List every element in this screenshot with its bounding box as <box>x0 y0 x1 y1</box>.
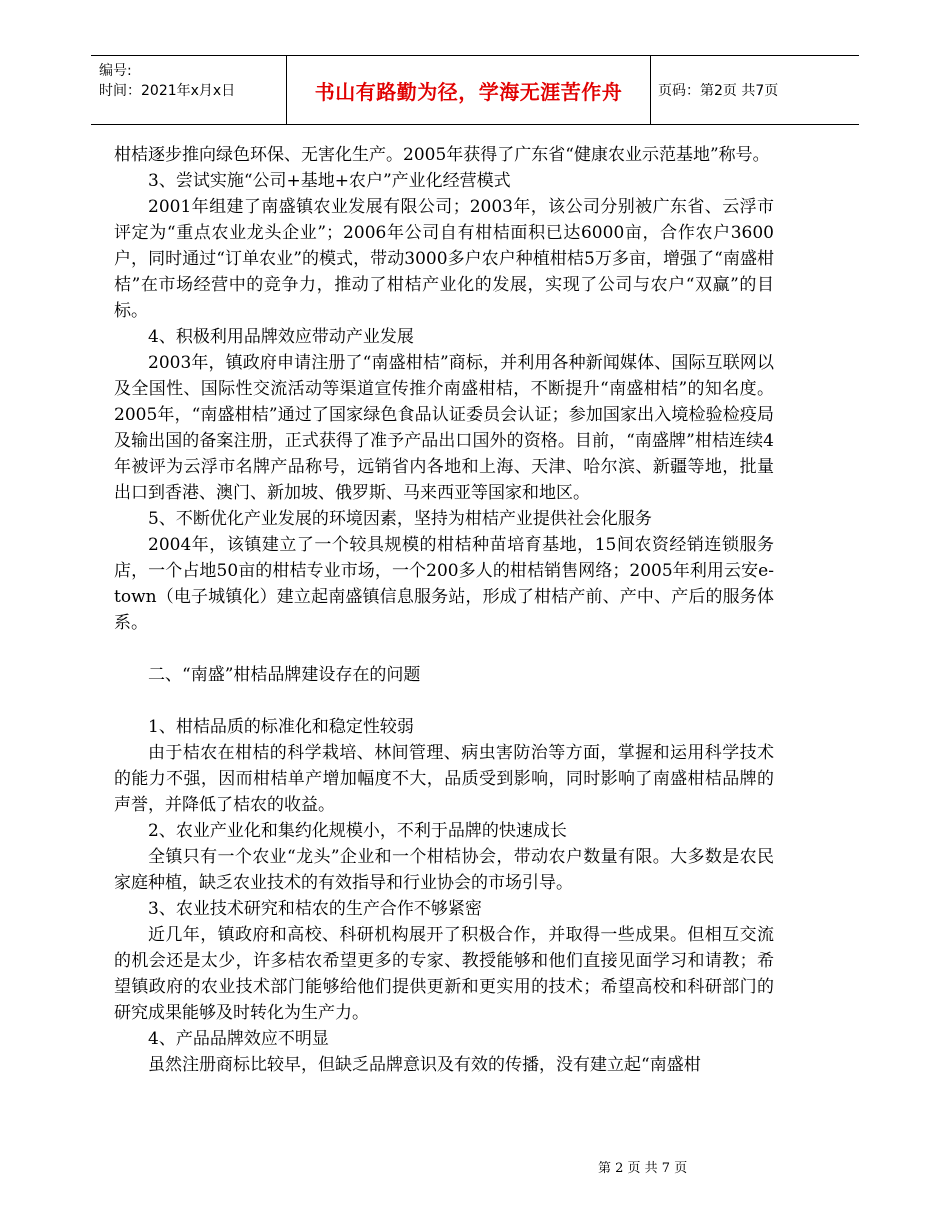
paragraph: 5、不断优化产业发展的环境因素，坚持为柑桔产业提供社会化服务 <box>148 509 652 529</box>
document-body <box>114 142 774 1078</box>
paragraph: 1、柑桔品质的标准化和稳定性较弱 <box>148 717 414 737</box>
paragraph: 由于桔农在柑桔的科学栽培、林间管理、病虫害防治等方面，掌握和运用科学技术的能力不强，因而柑桔单产增加幅度不大，品质受到影响，同时影响了南盛柑桔品牌的声誉，并降低了桔农的收益。 <box>114 743 774 815</box>
paragraph: 3、农业技术研究和桔农的生产合作不够紧密 <box>148 899 482 919</box>
page-footer: 第 2 页 共 7 页 <box>598 1161 688 1176</box>
serial-label: 编号: <box>99 63 132 79</box>
header-page-info: 页码：第2页 共7页 <box>658 83 779 99</box>
paragraph: 4、积极利用品牌效应带动产业发展 <box>148 327 414 347</box>
paragraph: 2004年，该镇建立了一个较具规模的柑桔种苗培育基地，15间农资经销连锁服务店，一个占地50亩的柑桔专业市场，一个200多人的柑桔销售网络；2005年利用云安e-town（电子城镇化）建立起南盛镇信息服务站，形成了柑桔产前、产中、产后的服务体系。 <box>114 535 774 633</box>
page-header <box>91 55 859 125</box>
paragraph: 柑桔逐步推向绿色环保、无害化生产。2005年获得了广东省“健康农业示范基地”称号。 <box>114 145 770 165</box>
paragraph: 2003年，镇政府申请注册了“南盛柑桔”商标，并利用各种新闻媒体、国际互联网以及全国性、国际性交流活动等渠道宣传推介南盛柑桔，不断提升“南盛柑桔”的知名度。2005年，“南盛柑桔”通过了国家绿色食品认证委员会认证；参加国家出入境检验检疫局及输出国的备案注册，正式获得了准予产品出口国外的资格。目前，“南盛牌”柑桔连续4年被评为云浮市名牌产品称号，远销省内各地和上海、天津、哈尔滨、新疆等地，批量出口到香港、澳门、新加坡、俄罗斯、马来西亚等国家和地区。 <box>114 353 774 503</box>
paragraph: 虽然注册商标比较早，但缺乏品牌意识及有效的传播，没有建立起“南盛柑 <box>148 1055 701 1075</box>
paragraph: 4、产品品牌效应不明显 <box>148 1029 329 1049</box>
paragraph: 近几年，镇政府和高校、科研机构展开了积极合作，并取得一些成果。但相互交流的机会还是太少，许多桔农希望更多的专家、教授能够和他们直接见面学习和请教；希望镇政府的农业技术部门能够给他们提供更新和更实用的技术；希望高校和科研部门的研究成果能够及时转化为生产力。 <box>114 925 774 1023</box>
paragraph: 2、农业产业化和集约化规模小，不利于品牌的快速成长 <box>148 821 567 841</box>
blank-line <box>114 636 774 662</box>
blank-line <box>114 688 774 714</box>
paragraph: 2001年组建了南盛镇农业发展有限公司；2003年，该公司分别被广东省、云浮市评定为“重点农业龙头企业”；2006年公司自有柑桔面积已达6000亩，合作农户3600户，同时通过“订单农业”的模式，带动3000多户农户种植柑桔5万多亩，增强了“南盛柑桔”在市场经营中的竞争力，推动了柑桔产业化的发展，实现了公司与农户“双赢”的目标。 <box>114 197 774 321</box>
header-meta <box>99 61 289 101</box>
time-label: 时间：2021年x月x日 <box>99 83 236 99</box>
header-motto: 书山有路勤为径，学海无涯苦作舟 <box>286 56 651 124</box>
paragraph: 3、尝试实施“公司+基地+农户”产业化经营模式 <box>148 171 511 191</box>
paragraph: 二、“南盛”柑桔品牌建设存在的问题 <box>148 665 421 685</box>
paragraph: 全镇只有一个农业“龙头”企业和一个柑桔协会，带动农户数量有限。大多数是农民家庭种植，缺乏农业技术的有效指导和行业协会的市场引导。 <box>114 847 774 893</box>
